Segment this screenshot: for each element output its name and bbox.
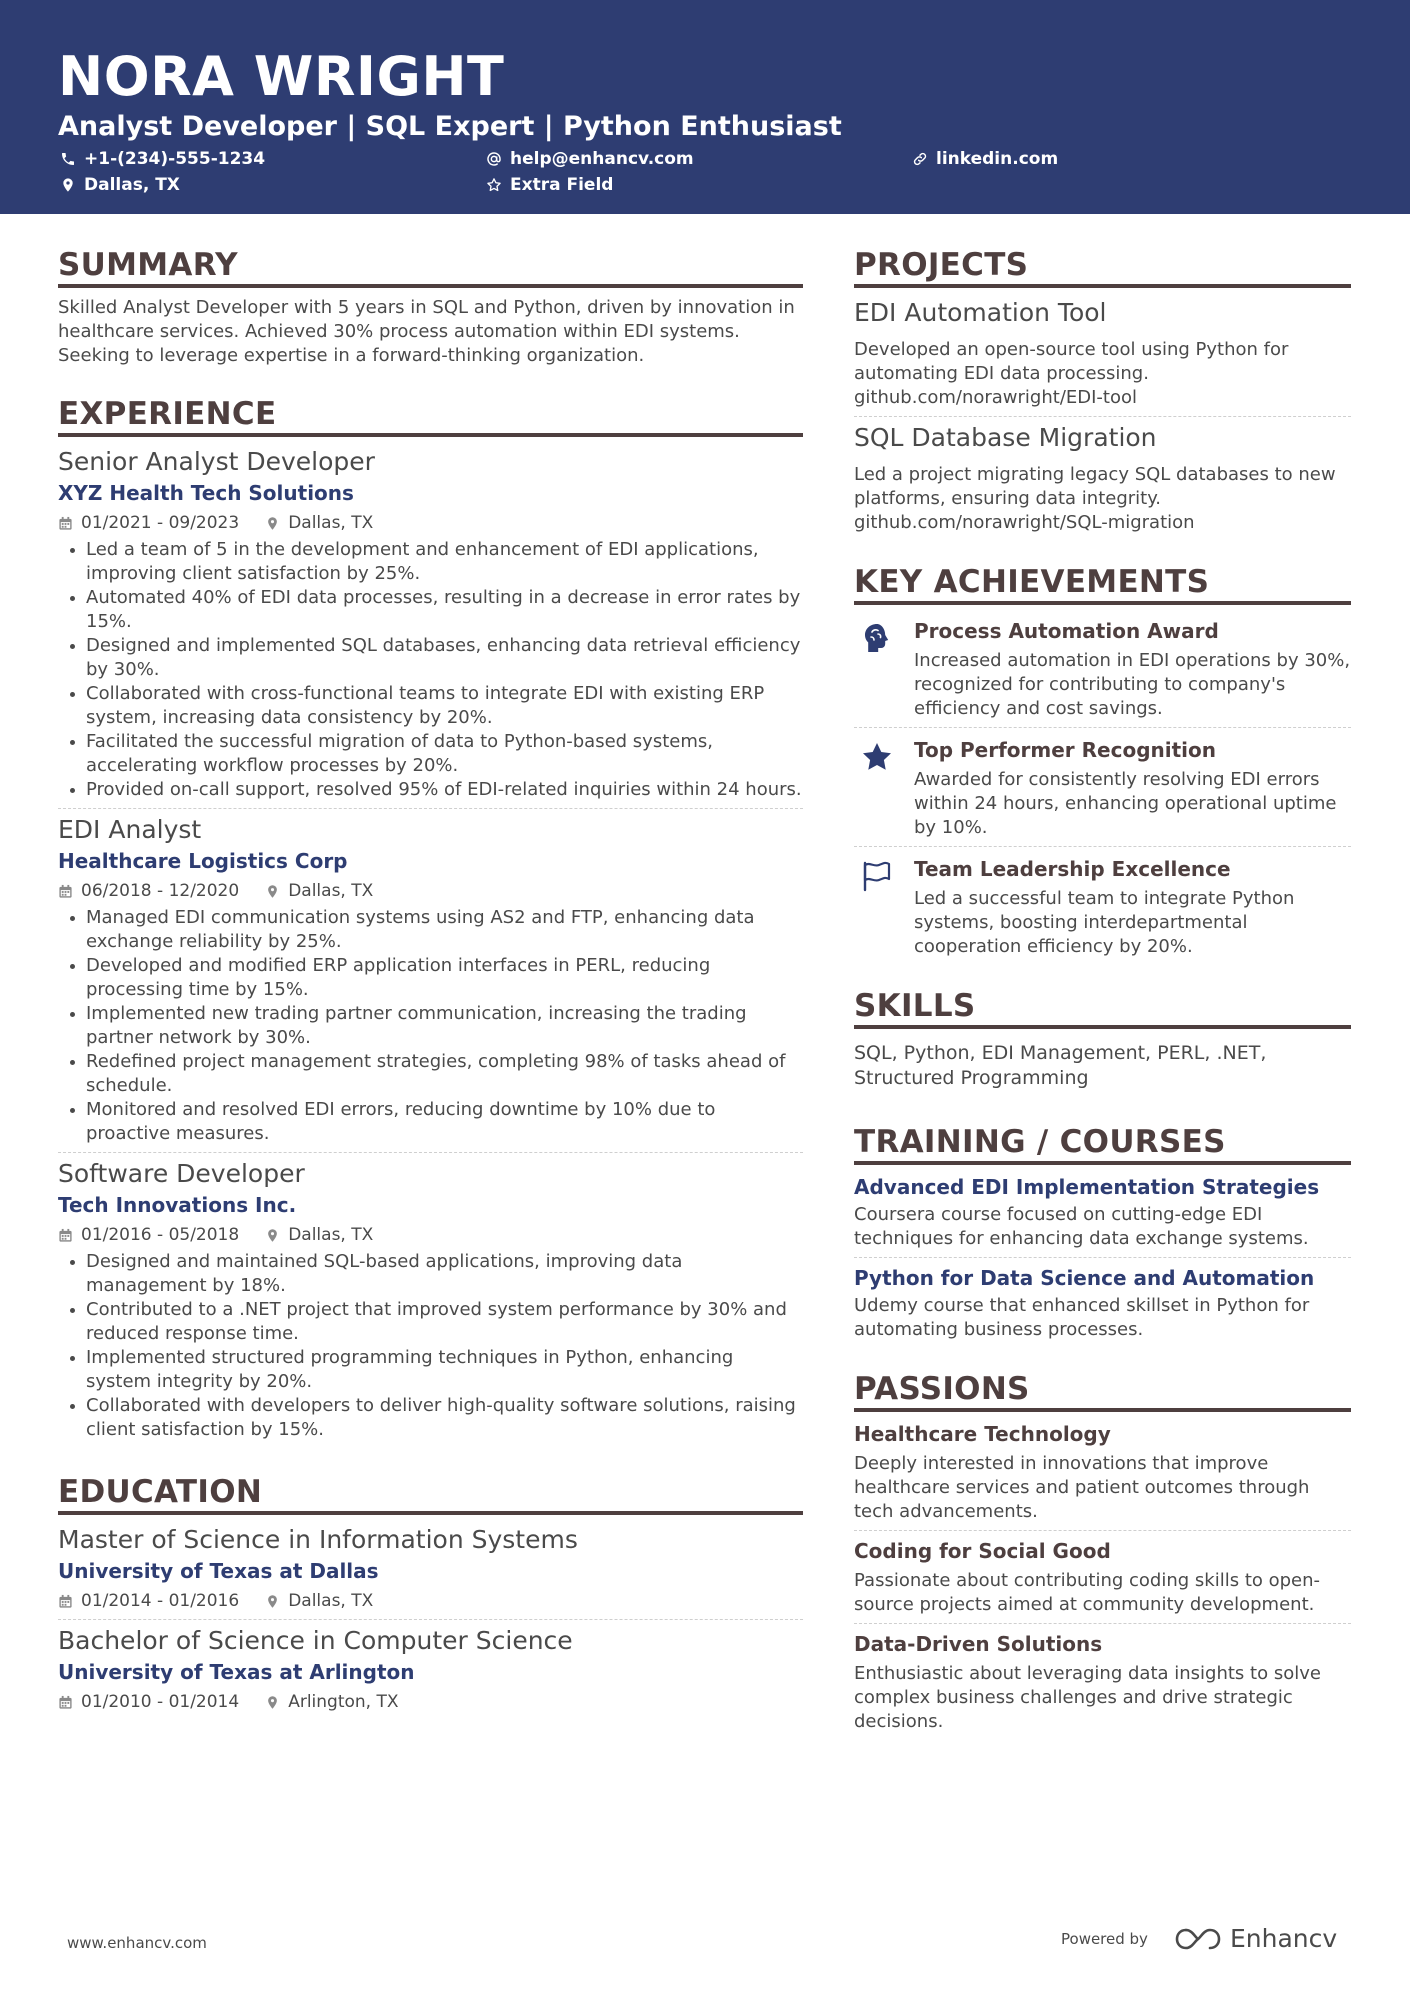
bullet-item: Led a team of 5 in the development and enhancement of EDI applications, improving client satisfaction by 25%. [58, 538, 803, 586]
passion-item [854, 1630, 1351, 1734]
project-description: Led a project migrating legacy SQL databases to new platforms, ensuring data integrity. [854, 464, 1336, 509]
contact-location [60, 174, 180, 196]
achievement-description: Awarded for consistently resolving EDI errors within 24 hours, enhancing operational uptime by 10%. [914, 769, 1337, 838]
star-outline-icon [486, 177, 502, 193]
job-bullets [58, 906, 803, 1146]
skills-text: SQL, Python, EDI Management, PERL, .NET, Structured Programming [854, 1042, 1267, 1089]
powered-by-text: Powered by [1061, 1929, 1148, 1948]
course-description: Udemy course that enhanced skillset in Python for automating business processes. [854, 1295, 1310, 1340]
divider [854, 846, 1351, 847]
passions-section [854, 1370, 1351, 1734]
job-bullets [58, 1250, 803, 1442]
candidate-name: NORA WRIGHT [58, 45, 505, 108]
education-dates [58, 1589, 239, 1613]
bullet-item: Contributed to a .NET project that improved system performance by 30% and reduced response time. [58, 1298, 803, 1346]
linkedin-text: linkedin.com [936, 149, 1059, 169]
passion-title: Coding for Social Good [854, 1539, 1111, 1563]
job-dates [58, 1223, 239, 1247]
company-name: XYZ Health Tech Solutions [58, 481, 354, 505]
location-text: Dallas, TX [288, 513, 374, 533]
bullet-item: Developed and modified ERP application interfaces in PERL, reducing processing time by 15%. [58, 954, 803, 1002]
section-title: KEY ACHIEVEMENTS [854, 563, 1351, 605]
job-title: Software Developer [58, 1159, 305, 1188]
section-title: EXPERIENCE [58, 395, 803, 437]
experience-item [58, 813, 803, 1146]
project-link[interactable]: github.com/norawright/EDI-tool [854, 387, 1138, 408]
divider [854, 1623, 1351, 1624]
job-bullets [58, 538, 803, 802]
section-title: PROJECTS [854, 246, 1351, 288]
achievement-title: Top Performer Recognition [914, 738, 1216, 762]
education-section [58, 1473, 803, 1714]
location-text: Dallas, TX [84, 175, 180, 195]
job-title: EDI Analyst [58, 815, 202, 844]
divider [58, 808, 803, 809]
job-meta [58, 1223, 803, 1247]
location-text: Dallas, TX [288, 1591, 374, 1611]
section-title: EDUCATION [58, 1473, 803, 1515]
passion-item [854, 1420, 1351, 1524]
calendar-icon [58, 1228, 73, 1243]
contact-linkedin[interactable] [912, 148, 1058, 170]
at-icon [486, 151, 502, 167]
achievement-item [854, 851, 1351, 959]
dates-text: 01/2021 - 09/2023 [81, 513, 240, 533]
resume-header [0, 0, 1410, 214]
achievements-section [854, 563, 1351, 959]
location-text: Arlington, TX [288, 1692, 399, 1712]
dates-text: 01/2014 - 01/2016 [81, 1591, 240, 1611]
course-item [854, 1264, 1351, 1342]
projects-section [854, 246, 1351, 535]
degree-title: Master of Science in Information Systems [58, 1525, 578, 1554]
project-item [854, 296, 1351, 410]
course-description: Coursera course focused on cutting-edge EDI techniques for enhancing data exchange systems. [854, 1204, 1309, 1249]
divider [58, 1619, 803, 1620]
education-location [265, 1589, 373, 1613]
bullet-item: Monitored and resolved EDI errors, reducing downtime by 10% due to proactive measures. [58, 1098, 803, 1146]
bullet-item: Automated 40% of EDI data processes, resulting in a decrease in error rates by 15%. [58, 586, 803, 634]
calendar-icon [58, 1695, 73, 1710]
location-pin-icon [265, 1695, 280, 1710]
summary-section [58, 246, 803, 368]
project-item [854, 421, 1351, 535]
job-dates [58, 511, 239, 535]
enhancv-logo[interactable] [1174, 1924, 1337, 1953]
job-location [265, 879, 373, 903]
brain-icon [860, 621, 894, 655]
location-text: Dallas, TX [288, 1225, 374, 1245]
contact-phone[interactable] [60, 148, 265, 170]
summary-text: Skilled Analyst Developer with 5 years in SQL and Python, driven by innovation in healthcare services. Achieved 30% process automation within EDI systems. Seeking to leverage expertise in a forward-thinking organization. [58, 297, 795, 366]
bullet-item: Facilitated the successful migration of data to Python-based systems, accelerating workflow processes by 20%. [58, 730, 803, 778]
divider [854, 727, 1351, 728]
training-section [854, 1123, 1351, 1342]
job-title: Senior Analyst Developer [58, 447, 375, 476]
dates-text: 06/2018 - 12/2020 [81, 881, 240, 901]
divider [854, 1530, 1351, 1531]
achievement-title: Team Leadership Excellence [914, 857, 1231, 881]
location-pin-icon [265, 1594, 280, 1609]
project-name: EDI Automation Tool [854, 298, 1107, 327]
calendar-icon [58, 884, 73, 899]
bullet-item: Managed EDI communication systems using AS2 and FTP, enhancing data exchange reliability by 25%. [58, 906, 803, 954]
degree-title: Bachelor of Science in Computer Science [58, 1626, 573, 1655]
divider [854, 416, 1351, 417]
bullet-item: Designed and maintained SQL-based applications, improving data management by 18%. [58, 1250, 803, 1298]
education-location [265, 1690, 398, 1714]
achievement-item [854, 732, 1351, 840]
achievement-title: Process Automation Award [914, 619, 1219, 643]
email-text: help@enhancv.com [510, 149, 694, 169]
calendar-icon [58, 1594, 73, 1609]
experience-item [58, 445, 803, 802]
achievement-item [854, 613, 1351, 721]
job-location [265, 511, 373, 535]
link-icon [912, 151, 928, 167]
achievement-description: Increased automation in EDI operations by 30%, recognized for contributing to company's efficiency and cost savings. [914, 650, 1351, 719]
bullet-item: Collaborated with cross-functional teams to integrate EDI with existing ERP system, increasing data consistency by 20%. [58, 682, 803, 730]
skills-section [854, 987, 1351, 1091]
project-name: SQL Database Migration [854, 423, 1157, 452]
school-name: University of Texas at Arlington [58, 1660, 415, 1684]
footer-website[interactable]: www.enhancv.com [67, 1934, 207, 1952]
divider [58, 1152, 803, 1153]
candidate-headline: Analyst Developer | SQL Expert | Python Enthusiast [58, 111, 842, 142]
education-dates [58, 1690, 239, 1714]
passion-description: Passionate about contributing coding skills to open-source projects aimed at community development. [854, 1570, 1321, 1615]
calendar-icon [58, 516, 73, 531]
phone-icon [60, 151, 76, 167]
course-title: Advanced EDI Implementation Strategies [854, 1175, 1320, 1199]
job-dates [58, 879, 239, 903]
divider [854, 1257, 1351, 1258]
location-pin-icon [265, 516, 280, 531]
job-location [265, 1223, 373, 1247]
enhancv-logo-icon [1174, 1926, 1222, 1952]
bullet-item: Redefined project management strategies, completing 98% of tasks ahead of schedule. [58, 1050, 803, 1098]
passion-title: Healthcare Technology [854, 1422, 1111, 1446]
bullet-item: Collaborated with developers to deliver high-quality software solutions, raising client satisfaction by 15%. [58, 1394, 803, 1442]
contact-email[interactable] [486, 148, 694, 170]
location-pin-icon [60, 177, 76, 193]
experience-item [58, 1157, 803, 1442]
bullet-item: Implemented structured programming techniques in Python, enhancing system integrity by 20%. [58, 1346, 803, 1394]
contact-extra [486, 174, 613, 196]
achievement-description: Led a successful team to integrate Python systems, boosting interdepartmental cooperation efficiency by 20%. [914, 888, 1295, 957]
bullet-item: Implemented new trading partner communication, increasing the trading partner network by 30%. [58, 1002, 803, 1050]
location-pin-icon [265, 1228, 280, 1243]
dates-text: 01/2016 - 05/2018 [81, 1225, 240, 1245]
left-column [58, 246, 803, 1717]
education-item [58, 1624, 803, 1714]
brand-name: Enhancv [1229, 1924, 1338, 1953]
course-title: Python for Data Science and Automation [854, 1266, 1315, 1290]
star-icon [860, 740, 894, 774]
project-link[interactable]: github.com/norawright/SQL-migration [854, 512, 1195, 533]
footer-branding [1061, 1924, 1337, 1953]
location-pin-icon [265, 884, 280, 899]
bullet-item: Provided on-call support, resolved 95% of EDI-related inquiries within 24 hours. [58, 778, 803, 802]
job-meta [58, 511, 803, 535]
dates-text: 01/2010 - 01/2014 [81, 1692, 240, 1712]
company-name: Healthcare Logistics Corp [58, 849, 348, 873]
bullet-item: Designed and implemented SQL databases, enhancing data retrieval efficiency by 30%. [58, 634, 803, 682]
education-meta [58, 1589, 803, 1613]
passion-description: Deeply interested in innovations that improve healthcare services and patient outcomes through tech advancements. [854, 1453, 1310, 1522]
education-item [58, 1523, 803, 1613]
section-title: PASSIONS [854, 1370, 1351, 1412]
passion-item [854, 1537, 1351, 1617]
school-name: University of Texas at Dallas [58, 1559, 379, 1583]
job-meta [58, 879, 803, 903]
company-name: Tech Innovations Inc. [58, 1193, 297, 1217]
experience-section [58, 395, 803, 1442]
passion-title: Data-Driven Solutions [854, 1632, 1103, 1656]
education-meta [58, 1690, 803, 1714]
project-description: Developed an open-source tool using Python for automating EDI data processing. [854, 339, 1289, 384]
section-title: SUMMARY [58, 246, 803, 288]
extra-text: Extra Field [510, 175, 614, 195]
section-title: TRAINING / COURSES [854, 1123, 1351, 1165]
phone-text: +1-(234)-555-1234 [84, 149, 266, 169]
flag-icon [860, 859, 894, 893]
location-text: Dallas, TX [288, 881, 374, 901]
right-column [854, 246, 1351, 1734]
passion-description: Enthusiastic about leveraging data insights to solve complex business challenges and drive strategic decisions. [854, 1663, 1321, 1732]
section-title: SKILLS [854, 987, 1351, 1029]
course-item [854, 1173, 1351, 1251]
